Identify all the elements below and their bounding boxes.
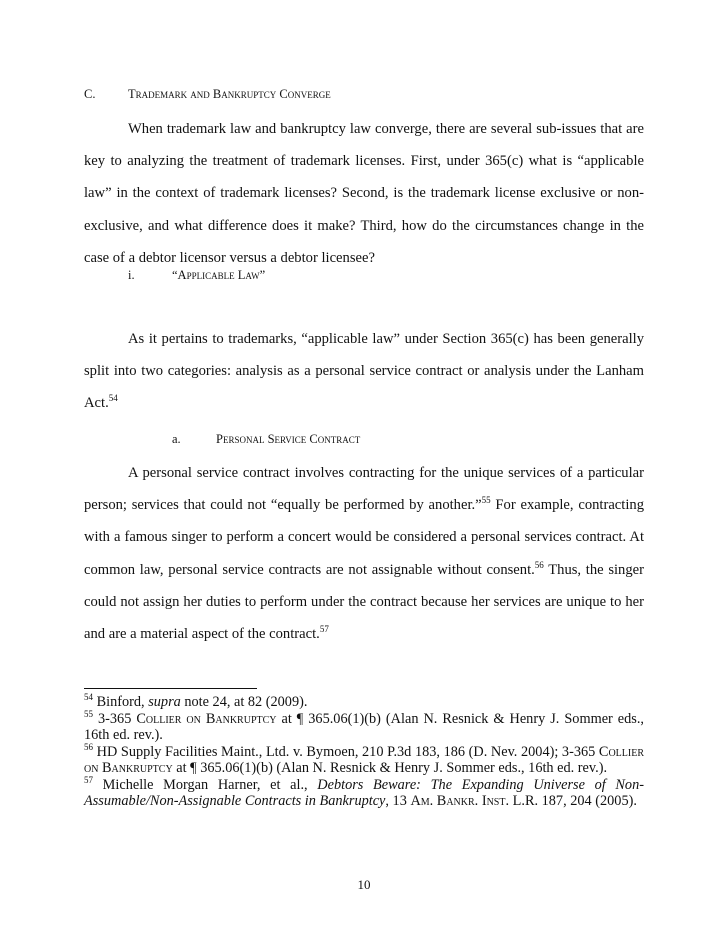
- footnote-small-caps: Collier on Bankruptcy: [136, 710, 277, 727]
- footnote-57: [84, 774, 644, 810]
- footnote-text: Michelle Morgan Harner, et al.,: [93, 776, 318, 793]
- paragraph-applicable-law: [84, 323, 644, 420]
- footnote-number: 57: [84, 774, 93, 785]
- section-title: Trademark and Bankruptcy Converge: [128, 87, 331, 101]
- section-title: Personal Service Contract: [216, 432, 361, 446]
- footnote-54: [84, 694, 644, 711]
- footnote-text: HD Supply Facilities Maint., Ltd. v. Bymoen, 210 P.3d 183, 186 (D. Nev. 2004); 3-365: [93, 743, 599, 760]
- section-title: “Applicable Law”: [172, 268, 266, 282]
- footnote-number: 56: [84, 741, 93, 752]
- footnote-separator: [84, 688, 257, 689]
- footnote-ref: 55: [481, 495, 491, 506]
- paragraph-personal-service: [84, 457, 644, 650]
- footnote-text: L.R. 187, 204 (2005).: [509, 793, 637, 809]
- footnote-text: 3-365: [93, 710, 137, 727]
- footnote-small-caps: Am. Bankr. Inst.: [410, 793, 510, 809]
- footnote-number: 55: [84, 708, 93, 719]
- footnote-55: [84, 708, 644, 744]
- footnote-number: 54: [84, 692, 93, 703]
- section-number: i.: [128, 268, 135, 282]
- footnote-ref: 56: [534, 559, 544, 570]
- footnote-italic: supra: [148, 694, 181, 710]
- paragraph-text: For example, contracting with a famous singer to perform a concert would be considered a personal services contract. At common law, personal service contracts are not assignable without consent.: [84, 497, 644, 578]
- paragraph-intro: When trademark law and bankruptcy law converge, there are several sub-issues that are key to analyzing the treatment of trademark licenses. First, under 365(c) what is “applicable law” in the context of trademark licenses? Second, is the trademark license exclusive or non-exclusive, and what difference does it make? Third, how do the circumstances change in the case of a debtor licensor versus a debtor licensee?: [84, 121, 644, 266]
- section-number: a.: [172, 432, 181, 446]
- footnote-text: Binford,: [93, 694, 149, 710]
- footnote-text: , 13: [385, 793, 411, 809]
- footnote-ref: 54: [108, 393, 118, 404]
- footnotes: [84, 694, 644, 810]
- paragraph-text: Thus, the singer could not assign her duties to perform under the contract because her services are unique to her and are a material aspect of the contract.: [84, 561, 644, 643]
- footnote-56: [84, 741, 644, 777]
- paragraph-text: As it pertains to trademarks, “applicable law” under Section 365(c) has been generally split into two categories: analysis as a personal service contract or analysis under the Lanham Act.: [84, 331, 644, 412]
- section-number: C.: [84, 87, 96, 101]
- footnote-text: at ¶ 365.06(1)(b) (Alan N. Resnick & Henry J. Sommer eds., 16th ed. rev.).: [84, 710, 644, 743]
- footnote-italic: Debtors Beware: The Expanding Universe of Non-Assumable/Non-Assignable Contracts in Bankruptcy: [84, 776, 644, 809]
- footnote-ref: 57: [319, 624, 329, 635]
- footnote-text: at ¶ 365.06(1)(b) (Alan N. Resnick & Henry J. Sommer eds., 16th ed. rev.).: [172, 760, 608, 776]
- paragraph-text: A personal service contract involves contracting for the unique services of a particular person; services that could not “equally be performed by another.”: [84, 465, 644, 514]
- page-number: 10: [357, 877, 371, 892]
- footnote-small-caps: Collier on Bankruptcy: [84, 743, 644, 776]
- footnote-text: note 24, at 82 (2009).: [180, 694, 308, 710]
